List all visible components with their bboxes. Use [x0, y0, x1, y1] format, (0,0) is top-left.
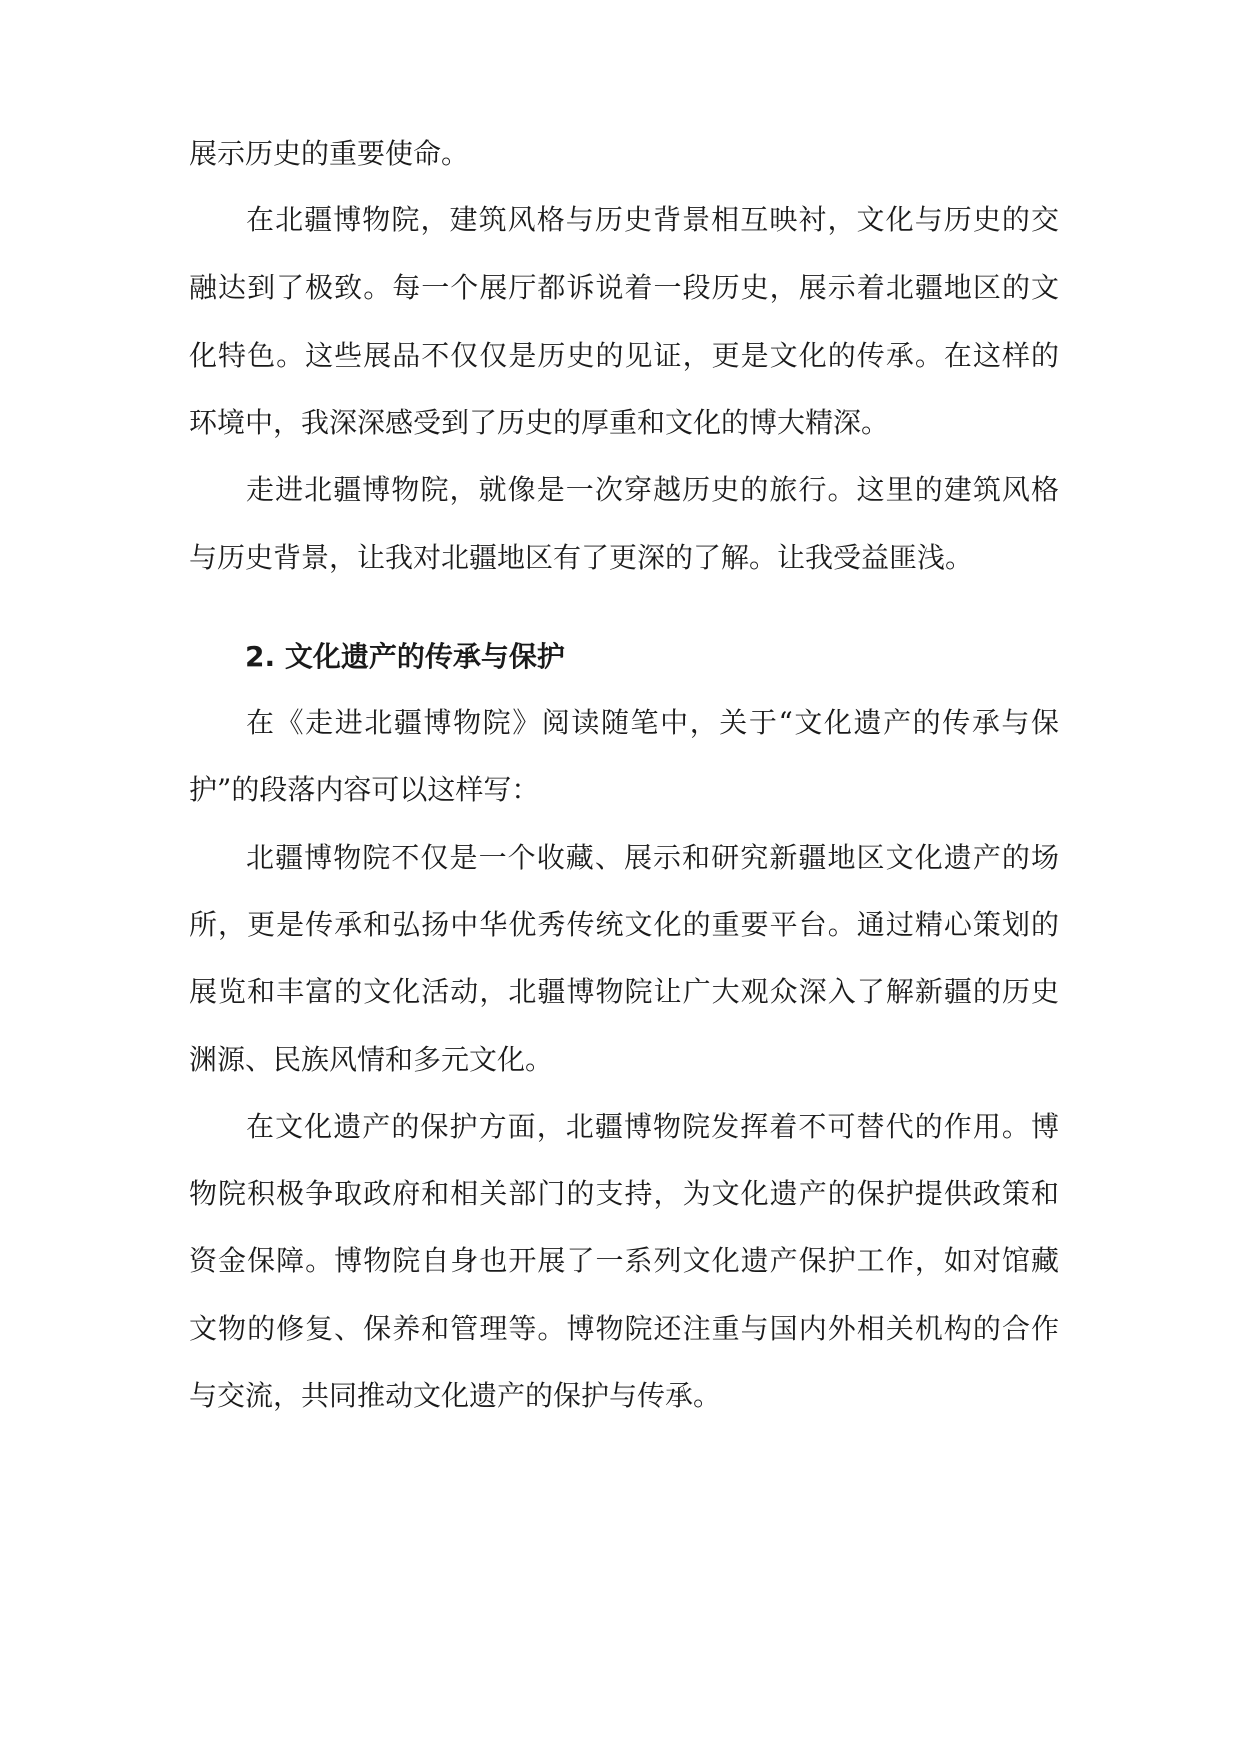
text-line: 渊源、民族风情和多元文化。 [189, 1043, 554, 1076]
text-line: 在《走进北疆博物院》阅读随笔中，关于“文化遗产的传承与保 [246, 706, 1059, 739]
section-heading: 2. 文化遗产的传承与保护 [245, 640, 565, 673]
text-line: 在文化遗产的保护方面，北疆博物院发挥着不可替代的作用。博 [246, 1110, 1059, 1143]
text-line: 展览和丰富的文化活动，北疆博物院让广大观众深入了解新疆的历史 [189, 975, 1059, 1008]
text-line: 环境中，我深深感受到了历史的厚重和文化的博大精深。 [189, 406, 890, 439]
text-line: 物院积极争取政府和相关部门的支持，为文化遗产的保护提供政策和 [189, 1177, 1059, 1210]
text-line: 文物的修复、保养和管理等。博物院还注重与国内外相关机构的合作 [189, 1312, 1059, 1345]
text-line: 展示历史的重要使命。 [189, 137, 470, 170]
text-line: 北疆博物院不仅是一个收藏、展示和研究新疆地区文化遗产的场 [246, 841, 1059, 874]
text-line: 与交流，共同推动文化遗产的保护与传承。 [189, 1379, 722, 1412]
text-line: 走进北疆博物院，就像是一次穿越历史的旅行。这里的建筑风格 [246, 473, 1059, 506]
text-line: 在北疆博物院，建筑风格与历史背景相互映衬，文化与历史的交 [246, 203, 1059, 236]
text-line: 资金保障。博物院自身也开展了一系列文化遗产保护工作，如对馆藏 [189, 1244, 1059, 1277]
text-line: 所，更是传承和弘扬中华优秀传统文化的重要平台。通过精心策划的 [189, 908, 1059, 941]
text-line: 与历史背景，让我对北疆地区有了更深的了解。让我受益匪浅。 [189, 541, 974, 574]
text-line: 融达到了极致。每一个展厅都诉说着一段历史，展示着北疆地区的文 [189, 271, 1059, 304]
text-line: 护”的段落内容可以这样写： [189, 773, 540, 806]
text-line: 化特色。这些展品不仅仅是历史的见证，更是文化的传承。在这样的 [189, 339, 1059, 372]
